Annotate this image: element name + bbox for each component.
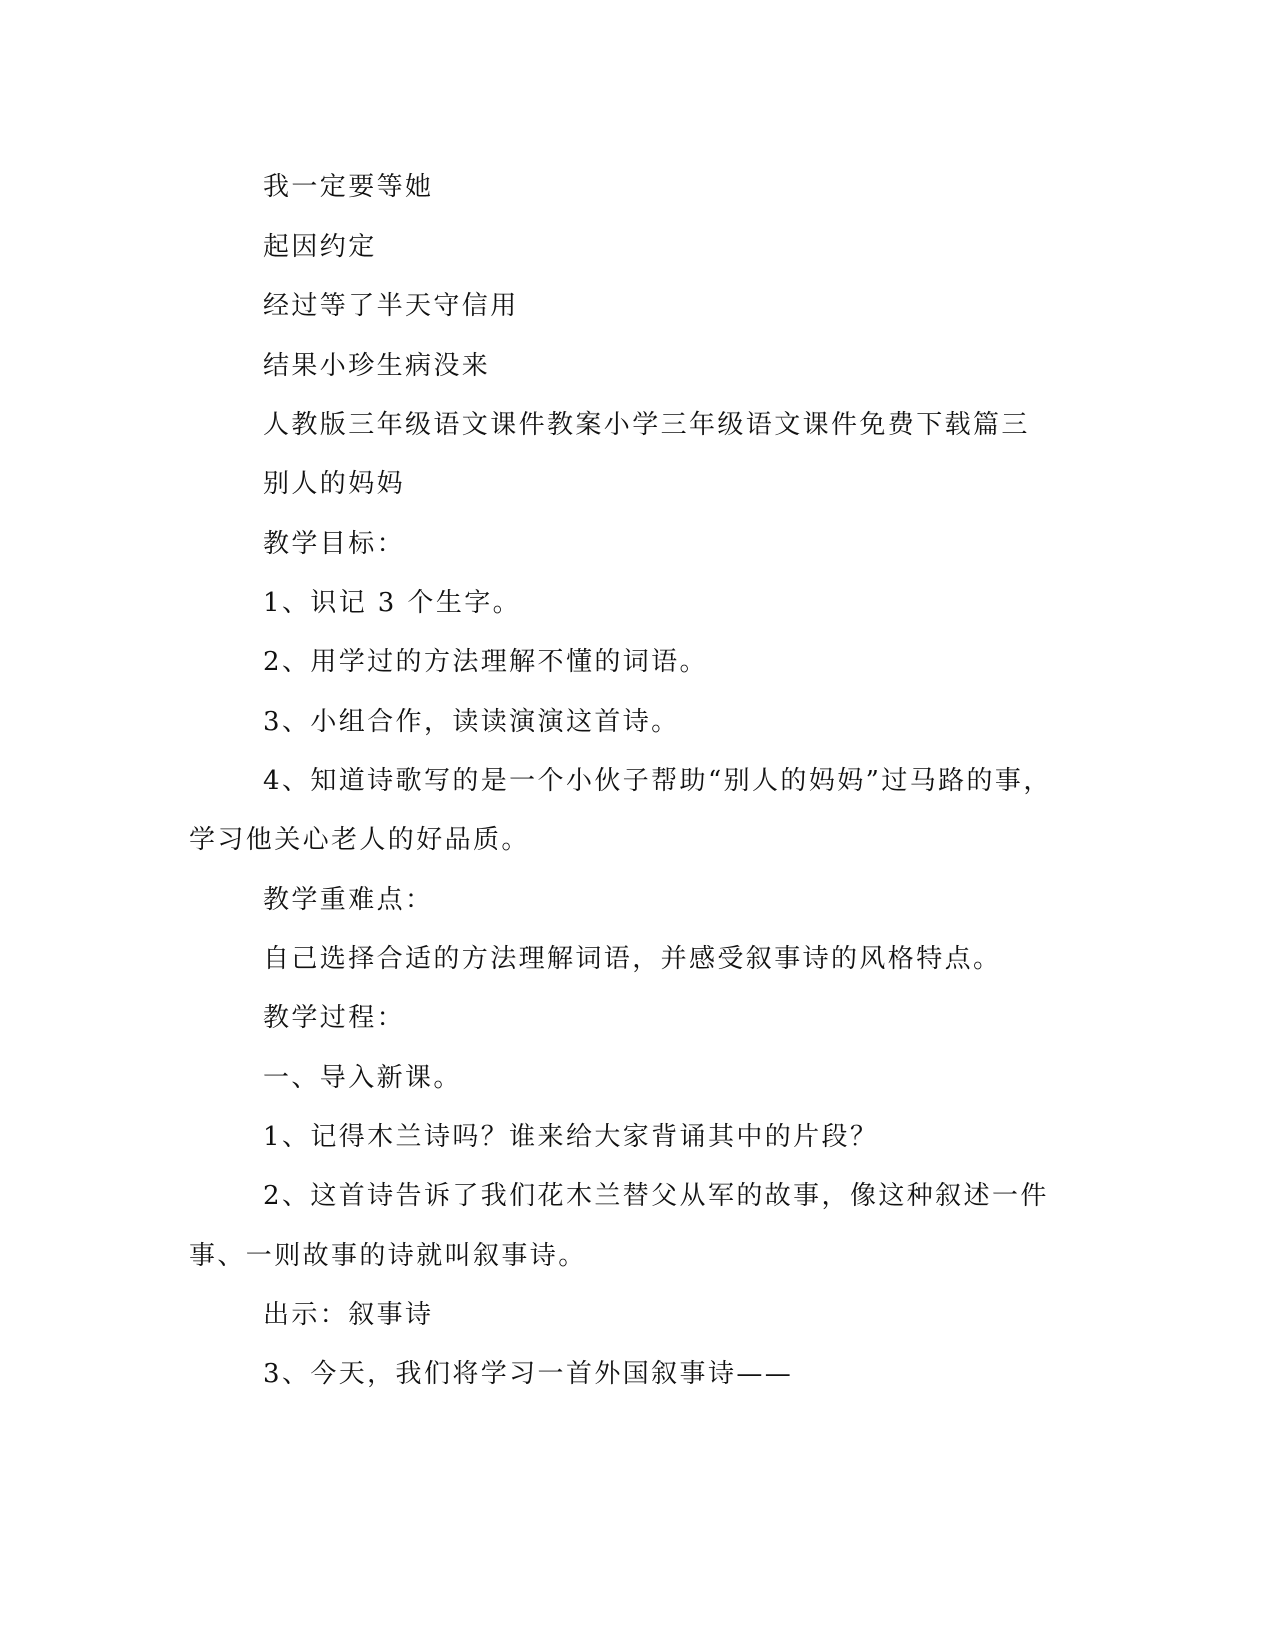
subheading: 教学目标： (263, 529, 406, 559)
text-line: 结果小珍生病没来 (263, 351, 491, 381)
subheading: 教学重难点： (263, 885, 434, 915)
text-line: 自己选择合适的方法理解词语，并感受叙事诗的风格特点。 (263, 944, 1002, 974)
text-line: 4、知道诗歌写的是一个小伙子帮助“别人的妈妈”过马路的事， (263, 766, 1052, 796)
text-line: 3、今天，我们将学习一首外国叙事诗—— (263, 1359, 794, 1389)
text-line: 一、导入新课。 (263, 1063, 462, 1093)
text-line: 经过等了半天守信用 (263, 291, 519, 321)
text-line: 1、记得木兰诗吗？谁来给大家背诵其中的片段？ (263, 1122, 879, 1152)
text-line: 1、识记 3 个生字。 (263, 588, 522, 618)
text-line: 学习他关心老人的好品质。 (189, 825, 530, 855)
section-heading: 人教版三年级语文课件教案小学三年级语文课件免费下载篇三 (263, 410, 1030, 440)
text-line: 出示：叙事诗 (263, 1300, 434, 1330)
text-line: 2、用学过的方法理解不懂的词语。 (263, 647, 708, 677)
subheading: 教学过程： (263, 1003, 406, 1033)
text-line: 2、这首诗告诉了我们花木兰替父从军的故事，像这种叙述一件 (263, 1181, 1049, 1211)
lesson-title: 别人的妈妈 (263, 469, 406, 499)
text-line: 我一定要等她 (263, 172, 434, 202)
text-line: 3、小组合作，读读演演这首诗。 (263, 707, 680, 737)
text-line: 事、一则故事的诗就叫叙事诗。 (189, 1241, 587, 1271)
text-line: 起因约定 (263, 232, 377, 262)
